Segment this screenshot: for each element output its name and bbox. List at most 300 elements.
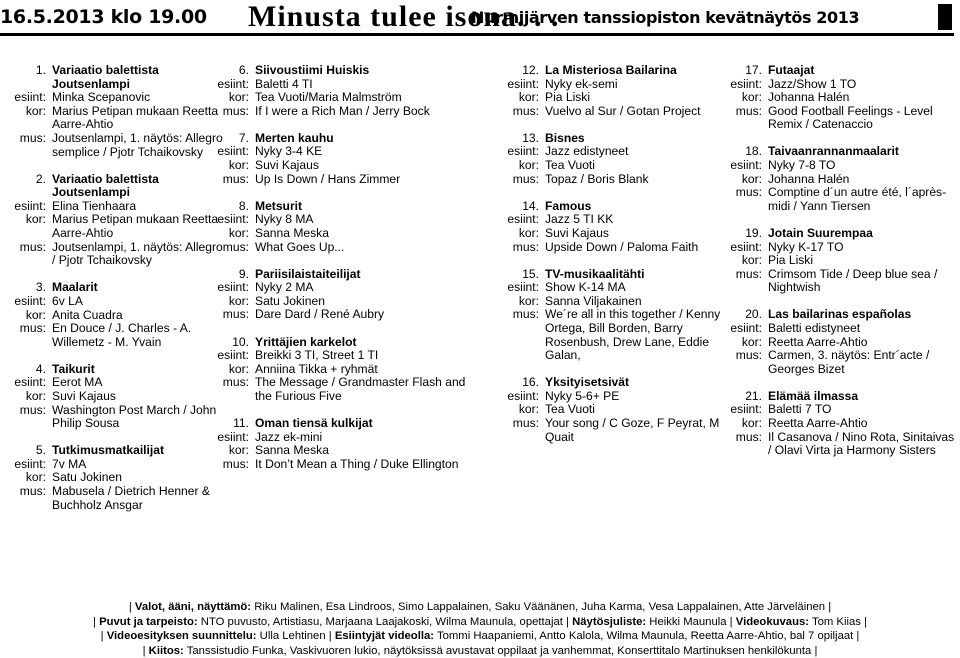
program-entry [200, 336, 470, 404]
program-entry [200, 417, 470, 471]
detail-label: mus: [19, 484, 46, 499]
entry-detail-row [200, 78, 470, 92]
detail-value: Marius Petipan mukaan Reetta Aarre-Ahtio [52, 103, 219, 132]
program-entry [470, 200, 730, 254]
credit-names: Tanssistudio Funka, Vaskivuoren lukio, näytöksissä avustavat oppilaat ja vanhemmat, Konserttitalo Martinuksen henkilökunta | [183, 644, 818, 657]
detail-label: kor: [741, 416, 762, 431]
detail-label: mus: [19, 402, 46, 417]
header-block [938, 4, 952, 30]
detail-label: mus: [735, 185, 762, 200]
entry-detail-row [0, 132, 224, 159]
detail-label: mus: [735, 429, 762, 444]
detail-label: kor: [228, 361, 249, 376]
detail-label: esiint: [730, 402, 762, 417]
show-subtitle: Nurmijärven tanssiopiston kevätnäytös 2013 [471, 8, 860, 27]
entry-title: Oman tiensä kulkijat [255, 415, 373, 430]
entry-title: Metsurit [255, 198, 303, 213]
detail-label: mus: [512, 239, 539, 254]
credit-names: Tommi Haapaniemi, Antto Kalola, Wilma Maunula, Reetta Aarre-Ahtio, bal 7 opiljaat | [434, 630, 860, 643]
detail-value: Suvi Kajaus [255, 158, 319, 173]
entry-heading [200, 268, 470, 282]
detail-label: mus: [222, 307, 249, 322]
program-entry [0, 64, 224, 159]
detail-value: En Douce / J. Charles - A. Willemetz - M. Yvain [52, 321, 192, 349]
credits-line [0, 644, 960, 658]
detail-label: mus: [735, 103, 762, 118]
detail-value: Your song / C Goze, F Peyrat, M Quait [545, 416, 720, 444]
entry-heading [200, 64, 470, 78]
detail-value: Joutsenlampi, 1. näytös: Allegro / Pjotr Tchaikovsky [52, 239, 223, 268]
detail-value: Johanna Halén [768, 171, 850, 186]
detail-label: esiint: [217, 144, 249, 159]
entry-detail-row [470, 417, 730, 444]
credit-role: Kiitos: [148, 644, 184, 657]
entry-title: Futaajat [768, 63, 815, 77]
entry-title: Variaatio balettista Joutsenlampi [52, 63, 159, 91]
entry-detail-row [200, 295, 470, 309]
detail-value: What Goes Up... [255, 239, 345, 254]
program-entry [700, 390, 960, 458]
credit-names: Tom Kiias | [809, 615, 867, 628]
entry-detail-row [200, 213, 470, 227]
entry-detail-row [470, 78, 730, 92]
entry-detail-row [200, 376, 470, 403]
event-date: 16.5.2013 klo 19.00 [0, 6, 207, 28]
detail-value: Dare Dard / René Aubry [255, 307, 385, 322]
detail-label: mus: [19, 239, 46, 254]
entry-detail-row [200, 159, 470, 173]
detail-label: esiint: [217, 429, 249, 444]
detail-value: Topaz / Boris Blank [545, 171, 649, 186]
entry-detail-row [700, 78, 960, 92]
detail-value: If I were a Rich Man / Jerry Bock [255, 103, 430, 118]
detail-value: Baletti edistyneet [768, 321, 861, 335]
detail-label: mus: [735, 348, 762, 363]
detail-label: esiint: [14, 198, 46, 213]
detail-label: mus: [512, 416, 539, 431]
program-entry [470, 64, 730, 118]
program-entry [200, 200, 470, 254]
entry-detail-row [200, 227, 470, 241]
entry-number: 14. [522, 198, 539, 213]
detail-value: Nyky 5-6+ PE [545, 388, 620, 403]
program-column-1 [0, 64, 224, 526]
detail-value: Tea Vuoti/Maria Malmström [255, 90, 402, 105]
entry-detail-row [700, 268, 960, 295]
detail-value: The Message / Grandmaster Flash and the Furious Five [255, 375, 466, 403]
entry-detail-row [470, 241, 730, 255]
entry-heading [0, 281, 224, 295]
detail-label: esiint: [730, 321, 762, 335]
detail-label: kor: [25, 212, 46, 227]
entry-detail-row [470, 213, 730, 227]
entry-title: Jotain Suurempaa [768, 225, 873, 240]
detail-label: esiint: [14, 293, 46, 308]
detail-value: Marius Petipan mukaan Reetta Aarre-Ahtio [52, 212, 219, 241]
detail-value: Mabusela / Dietrich Henner & Buchholz Ansgar [52, 484, 210, 512]
detail-label: esiint: [730, 76, 762, 91]
entry-detail-row [0, 471, 224, 485]
program-entry [700, 64, 960, 132]
entry-number: 18. [745, 144, 762, 159]
detail-label: mus: [19, 321, 46, 336]
entry-detail-row [700, 173, 960, 187]
detail-label: kor: [25, 103, 46, 118]
entry-detail-row [700, 241, 960, 255]
header-divider [0, 33, 954, 36]
detail-value: Minka Scepanovic [52, 90, 151, 105]
entry-detail-row [200, 431, 470, 445]
entry-number: 4. [35, 361, 46, 376]
entry-title: Tutkimusmatkailijat [52, 443, 165, 458]
detail-value: 6v LA [52, 293, 83, 308]
detail-value: Reetta Aarre-Ahtio [768, 416, 868, 431]
entry-number: 21. [745, 388, 762, 403]
detail-label: esiint: [507, 280, 539, 295]
detail-value: Pia Liski [768, 253, 814, 268]
detail-label: kor: [228, 293, 249, 308]
credit-role: Esiintyjät videolla: [334, 630, 435, 643]
entry-detail-row [200, 458, 470, 472]
detail-label: kor: [228, 225, 249, 240]
detail-label: esiint: [730, 158, 762, 173]
entry-heading [700, 227, 960, 241]
entry-detail-row [470, 295, 730, 309]
detail-value: Tea Vuoti [545, 402, 595, 417]
entry-heading [700, 390, 960, 404]
credits-line [0, 629, 960, 644]
detail-value: Vuelvo al Sur / Gotan Project [545, 103, 701, 118]
program-entry [700, 227, 960, 295]
entry-detail-row [470, 403, 730, 417]
detail-label: esiint: [217, 76, 249, 91]
entry-detail-row [200, 105, 470, 119]
detail-value: Tea Vuoti [545, 158, 595, 173]
detail-label: kor: [228, 90, 249, 105]
entry-detail-row [0, 390, 224, 404]
detail-label: esiint: [14, 375, 46, 390]
detail-label: mus: [222, 171, 249, 186]
entry-detail-row [700, 417, 960, 431]
detail-value: Eerot MA [52, 375, 103, 390]
detail-label: mus: [19, 130, 46, 145]
detail-value: Sanna Meska [255, 443, 329, 458]
credit-names: | [100, 630, 107, 643]
detail-value: Johanna Halén [768, 90, 850, 105]
entry-detail-row [0, 309, 224, 323]
entry-detail-row [470, 105, 730, 119]
detail-label: mus: [512, 171, 539, 186]
entry-heading [470, 200, 730, 214]
entry-heading [700, 145, 960, 159]
detail-label: kor: [228, 158, 249, 173]
entry-number: 15. [522, 266, 539, 281]
entry-number: 9. [238, 266, 249, 281]
detail-label: kor: [228, 443, 249, 458]
credit-role: Puvut ja tarpeisto: [99, 615, 198, 628]
entry-number: 16. [522, 375, 539, 390]
entry-number: 13. [522, 130, 539, 145]
detail-label: esiint: [507, 76, 539, 91]
detail-value: Jazz/Show 1 TO [768, 76, 857, 91]
entry-detail-row [470, 308, 730, 362]
detail-value: Up Is Down / Hans Zimmer [255, 171, 401, 186]
entry-detail-row [0, 105, 224, 132]
program-entry [0, 173, 224, 268]
entry-detail-row [0, 200, 224, 214]
show-title: Minusta tulee isona. . . [248, 0, 560, 33]
entry-detail-row [470, 91, 730, 105]
detail-value: Nyky 7-8 TO [768, 158, 836, 173]
detail-label: esiint: [217, 348, 249, 363]
detail-value: Nyky K-17 TO [768, 239, 844, 254]
entry-detail-row [0, 485, 224, 512]
entry-detail-row [200, 281, 470, 295]
detail-label: kor: [518, 90, 539, 105]
detail-label: kor: [25, 307, 46, 322]
entry-detail-row [700, 159, 960, 173]
detail-label: kor: [518, 158, 539, 173]
program-entry [470, 268, 730, 363]
entry-detail-row [700, 105, 960, 132]
entry-detail-row [200, 349, 470, 363]
detail-label: mus: [222, 456, 249, 471]
entry-number: 1. [35, 63, 46, 77]
entry-number: 17. [745, 63, 762, 77]
entry-detail-row [200, 241, 470, 255]
entry-detail-row [700, 403, 960, 417]
program-entry [0, 444, 224, 512]
detail-value: Suvi Kajaus [545, 225, 609, 240]
credit-role: Videokuvaus: [735, 615, 810, 628]
entry-detail-row [700, 349, 960, 376]
entry-title: Taivaanrannanmaalarit [768, 144, 899, 159]
entry-title: Variaatio balettista Joutsenlampi [52, 171, 159, 200]
detail-value: Comptine d´un autre été, l´après-midi / Yann Tiersen [768, 185, 947, 213]
credit-names: Ulla Lehtinen | [256, 630, 335, 643]
entry-detail-row [470, 227, 730, 241]
detail-value: We´re all in this together / Kenny Ortega, Bill Borden, Barry Rosenbush, Drew Lane, Eddie Galan, [545, 307, 721, 363]
detail-label: kor: [741, 334, 762, 349]
credit-names: | [142, 644, 149, 657]
program-entry [200, 268, 470, 322]
entry-detail-row [470, 390, 730, 404]
entry-detail-row [200, 91, 470, 105]
detail-label: kor: [741, 253, 762, 268]
entry-heading [0, 444, 224, 458]
program-entry [200, 132, 470, 186]
credit-role: Videoesityksen suunnittelu: [106, 630, 257, 643]
page-header [0, 0, 960, 36]
program-entry [470, 132, 730, 186]
entry-detail-row [470, 145, 730, 159]
detail-value: 7v MA [52, 456, 87, 471]
entry-detail-row [0, 458, 224, 472]
detail-value: Breikki 3 TI, Street 1 TI [255, 348, 379, 363]
detail-label: mus: [222, 103, 249, 118]
detail-value: Good Football Feelings - Level Remix / Catenaccio [768, 103, 933, 132]
entry-heading [470, 132, 730, 146]
detail-label: mus: [512, 307, 539, 322]
detail-value: Satu Jokinen [255, 293, 325, 308]
entry-heading [700, 64, 960, 78]
detail-value: Pia Liski [545, 90, 591, 105]
entry-detail-row [700, 431, 960, 458]
program-entry [700, 145, 960, 213]
detail-label: kor: [25, 470, 46, 485]
entry-title: Yksityisetsivät [545, 375, 630, 390]
detail-value: Carmen, 3. näytös: Entr´acte / Georges Bizet [768, 348, 930, 376]
detail-value: Joutsenlampi, 1. näytös: Allegro semplice / Pjotr Tchaikovsky [52, 130, 223, 159]
detail-value: Upside Down / Paloma Faith [545, 239, 699, 254]
detail-label: esiint: [730, 239, 762, 254]
entry-title: La Misteriosa Bailarina [545, 63, 677, 77]
program-entry [200, 64, 470, 118]
entry-heading [200, 417, 470, 431]
detail-value: Nyky 8 MA [255, 212, 314, 227]
program-entry [0, 363, 224, 431]
detail-label: esiint: [507, 212, 539, 227]
detail-label: esiint: [14, 456, 46, 471]
entry-number: 3. [35, 280, 46, 295]
entry-heading [0, 363, 224, 377]
entry-number: 7. [238, 130, 249, 145]
detail-value: Nyky 2 MA [255, 280, 314, 295]
detail-value: Baletti 4 TI [255, 76, 313, 91]
entry-detail-row [700, 336, 960, 350]
entry-detail-row [200, 363, 470, 377]
detail-label: kor: [741, 90, 762, 105]
detail-value: Suvi Kajaus [52, 388, 116, 403]
detail-label: esiint: [507, 144, 539, 159]
detail-label: mus: [735, 266, 762, 281]
detail-label: esiint: [217, 280, 249, 295]
entry-number: 6. [238, 63, 249, 77]
entry-heading [200, 132, 470, 146]
entry-detail-row [0, 404, 224, 431]
credit-names: Heikki Maunula | [646, 615, 736, 628]
credits-line [0, 600, 960, 615]
entry-detail-row [470, 159, 730, 173]
detail-label: kor: [518, 293, 539, 308]
entry-heading [700, 308, 960, 322]
entry-detail-row [470, 173, 730, 187]
entry-heading [0, 64, 224, 91]
entry-heading [200, 336, 470, 350]
detail-label: mus: [222, 239, 249, 254]
detail-value: It Don’t Mean a Thing / Duke Ellington [255, 456, 459, 471]
entry-detail-row [700, 186, 960, 213]
detail-value: Nyky ek-semi [545, 76, 618, 91]
detail-value: Anniina Tikka + ryhmät [255, 361, 378, 376]
credit-names: Riku Malinen, Esa Lindroos, Simo Lappalainen, Saku Väänänen, Juha Karma, Vesa Lappalainen, Atte Järveläinen | [251, 601, 832, 613]
program-column-2 [200, 64, 470, 485]
detail-value: Baletti 7 TO [768, 402, 832, 417]
entry-number: 10. [232, 334, 249, 349]
entry-title: TV-musikaalitähti [545, 266, 645, 281]
detail-value: Anita Cuadra [52, 307, 123, 322]
entry-number: 19. [745, 225, 762, 240]
entry-title: Merten kauhu [255, 130, 334, 145]
entry-detail-row [700, 91, 960, 105]
detail-value: Elina Tienhaara [52, 198, 137, 213]
entry-detail-row [0, 213, 224, 240]
detail-value: Il Casanova / Nino Rota, Sinitaivas / Olavi Virta ja Harmony Sisters [768, 429, 955, 458]
entry-heading [470, 64, 730, 78]
detail-label: esiint: [14, 90, 46, 105]
entry-detail-row [200, 444, 470, 458]
entry-title: Famous [545, 198, 592, 213]
detail-value: Nyky 3-4 KE [255, 144, 323, 159]
entry-detail-row [0, 376, 224, 390]
program-entry [0, 281, 224, 349]
entry-detail-row [0, 295, 224, 309]
program-entry [700, 308, 960, 376]
entry-heading [0, 173, 224, 200]
detail-label: esiint: [217, 212, 249, 227]
detail-label: mus: [512, 103, 539, 118]
credits-footer [0, 600, 960, 658]
entry-number: 11. [233, 415, 249, 430]
detail-value: Satu Jokinen [52, 470, 122, 485]
detail-value: Show K-14 MA [545, 280, 626, 295]
entry-number: 5. [35, 443, 46, 458]
entry-number: 8. [238, 198, 249, 213]
credit-role: Valot, ääni, näyttämö: [134, 601, 252, 613]
entry-title: Bisnes [545, 130, 585, 145]
entry-heading [470, 376, 730, 390]
credit-names: | [93, 615, 100, 628]
detail-value: Crimsom Tide / Deep blue sea / Nightwish [768, 266, 938, 295]
entry-detail-row [0, 91, 224, 105]
detail-label: kor: [25, 388, 46, 403]
detail-label: mus: [222, 375, 249, 390]
entry-heading [200, 200, 470, 214]
entry-title: Taikurit [52, 361, 95, 376]
credit-role: Näytösjuliste: [572, 615, 647, 628]
entry-number: 20. [745, 307, 762, 322]
credit-names: NTO puvusto, Artistiasu, Marjaana Laajakoski, Wilma Maunula, opettajat | [197, 615, 573, 628]
detail-value: Reetta Aarre-Ahtio [768, 334, 868, 349]
detail-label: esiint: [507, 388, 539, 403]
detail-value: Sanna Viljakainen [545, 293, 642, 308]
entry-title: Pariisilaistaiteilijat [255, 266, 361, 281]
program-column-3 [470, 64, 730, 458]
entry-detail-row [200, 308, 470, 322]
entry-detail-row [470, 281, 730, 295]
detail-value: Jazz edistyneet [545, 144, 629, 159]
entry-detail-row [700, 322, 960, 336]
detail-value: Jazz ek-mini [255, 429, 323, 444]
entry-title: Siivoustiimi Huiskis [255, 63, 370, 77]
entry-title: Las bailarinas españolas [768, 307, 912, 322]
detail-label: kor: [741, 171, 762, 186]
credit-names: | [128, 601, 135, 613]
entry-title: Elämää ilmassa [768, 388, 859, 403]
detail-label: kor: [518, 225, 539, 240]
program-column-4 [700, 64, 960, 471]
detail-value: Washington Post March / John Philip Sousa [52, 402, 217, 431]
entry-number: 2. [35, 171, 46, 186]
entry-detail-row [200, 173, 470, 187]
program-entry [470, 376, 730, 444]
entry-detail-row [0, 241, 224, 268]
entry-detail-row [200, 145, 470, 159]
entry-heading [470, 268, 730, 282]
credits-line [0, 615, 960, 630]
detail-value: Jazz 5 TI KK [545, 212, 614, 227]
detail-label: kor: [518, 402, 539, 417]
